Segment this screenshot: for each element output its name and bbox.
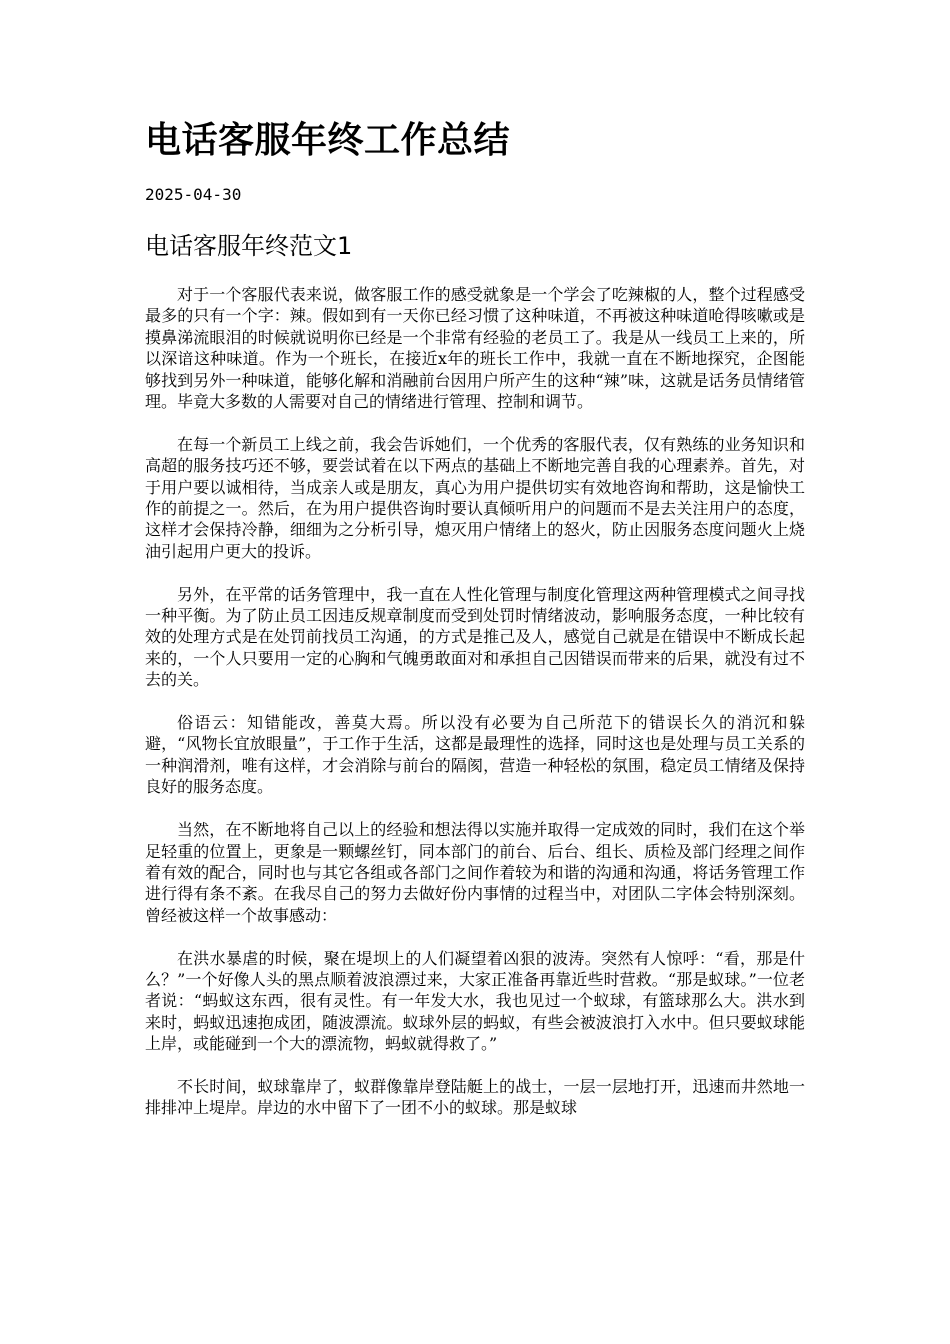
paragraph: 不长时间，蚁球靠岸了，蚁群像靠岸登陆艇上的战士，一层一层地打开，迅速而井然地一排排冲上堤岸。岸边的水中留下了一团不小的蚁球。那是蚁球 — [145, 1076, 805, 1118]
document-title: 电话客服年终工作总结 — [145, 120, 511, 161]
paragraph: 俗语云：知错能改，善莫大焉。所以没有必要为自己所范下的错误长久的消沉和躲避，“风物长宜放眼量”，于工作于生活，这都是最理性的选择，同时这也是处理与员工关系的一种润滑剂，唯有这样，才会消除与前台的隔阂，营造一种轻松的氛围，稳定员工情绪及保持良好的服务态度。 — [145, 713, 805, 797]
publish-date: 2025-04-30 — [145, 185, 242, 204]
document-content — [145, 118, 805, 1140]
section-title: 电话客服年终范文1 — [145, 232, 353, 260]
paragraph: 在洪水暴虐的时候，聚在堤坝上的人们凝望着凶狠的波涛。突然有人惊呼：“看，那是什么？”一个好像人头的黑点顺着波浪漂过来，大家正准备再靠近些时营救。“那是蚁球。”一位老者说：“蚂蚁这东西，很有灵性。有一年发大水，我也见过一个蚁球，有篮球那么大。洪水到来时，蚂蚁迅速抱成团，随波漂流。蚁球外层的蚂蚁，有些会被波浪打入水中。但只要蚁球能上岸，或能碰到一个大的漂流物，蚂蚁就得救了。” — [145, 948, 805, 1054]
paragraph: 对于一个客服代表来说，做客服工作的感受就象是一个学会了吃辣椒的人，整个过程感受最多的只有一个字：辣。假如到有一天你已经习惯了这种味道，不再被这种味道呛得咳嗽或是摸鼻涕流眼泪的时候就说明你已经是一个非常有经验的老员工了。我是从一线员工上来的，所以深谙这种味道。作为一个班长，在接近x年的班长工作中，我就一直在不断地探究，企图能够找到另外一种味道，能够化解和消融前台因用户所产生的这种“辣”味，这就是话务员情绪管理。毕竟大多数的人需要对自己的情绪进行管理、控制和调节。 — [145, 285, 805, 412]
paragraph: 在每一个新员工上线之前，我会告诉她们，一个优秀的客服代表，仅有熟练的业务知识和高超的服务技巧还不够，要尝试着在以下两点的基础上不断地完善自我的心理素养。首先，对于用户要以诚相待，当成亲人或是朋友，真心为用户提供切实有效地咨询和帮助，这是愉快工作的前提之一。然后，在为用户提供咨询时要认真倾听用户的问题而不是去关注用户的态度，这样才会保持冷静，细细为之分析引导，熄灭用户情绪上的怒火，防止因服务态度问题火上烧油引起用户更大的投诉。 — [145, 434, 805, 561]
body-text — [145, 284, 805, 1119]
paragraph: 另外，在平常的话务管理中，我一直在人性化管理与制度化管理这两种管理模式之间寻找一种平衡。为了防止员工因违反规章制度而受到处罚时情绪波动，影响服务态度，一种比较有效的处理方式是在处罚前找员工沟通，的方式是推己及人，感觉自己就是在错误中不断成长起来的，一个人只要用一定的心胸和气魄勇敢面对和承担自己因错误而带来的后果，就没有过不去的关。 — [145, 584, 805, 690]
paragraph: 当然，在不断地将自己以上的经验和想法得以实施并取得一定成效的同时，我们在这个举足轻重的位置上，更象是一颗螺丝钉，同本部门的前台、后台、组长、质检及部门经理之间作着有效的配合，同时也与其它各组或各部门之间作着较为和谐的沟通和沟通，将话务管理工作进行得有条不紊。在我尽自己的努力去做好份内事情的过程当中，对团队二字体会特别深刻。曾经被这样一个故事感动： — [145, 820, 805, 925]
